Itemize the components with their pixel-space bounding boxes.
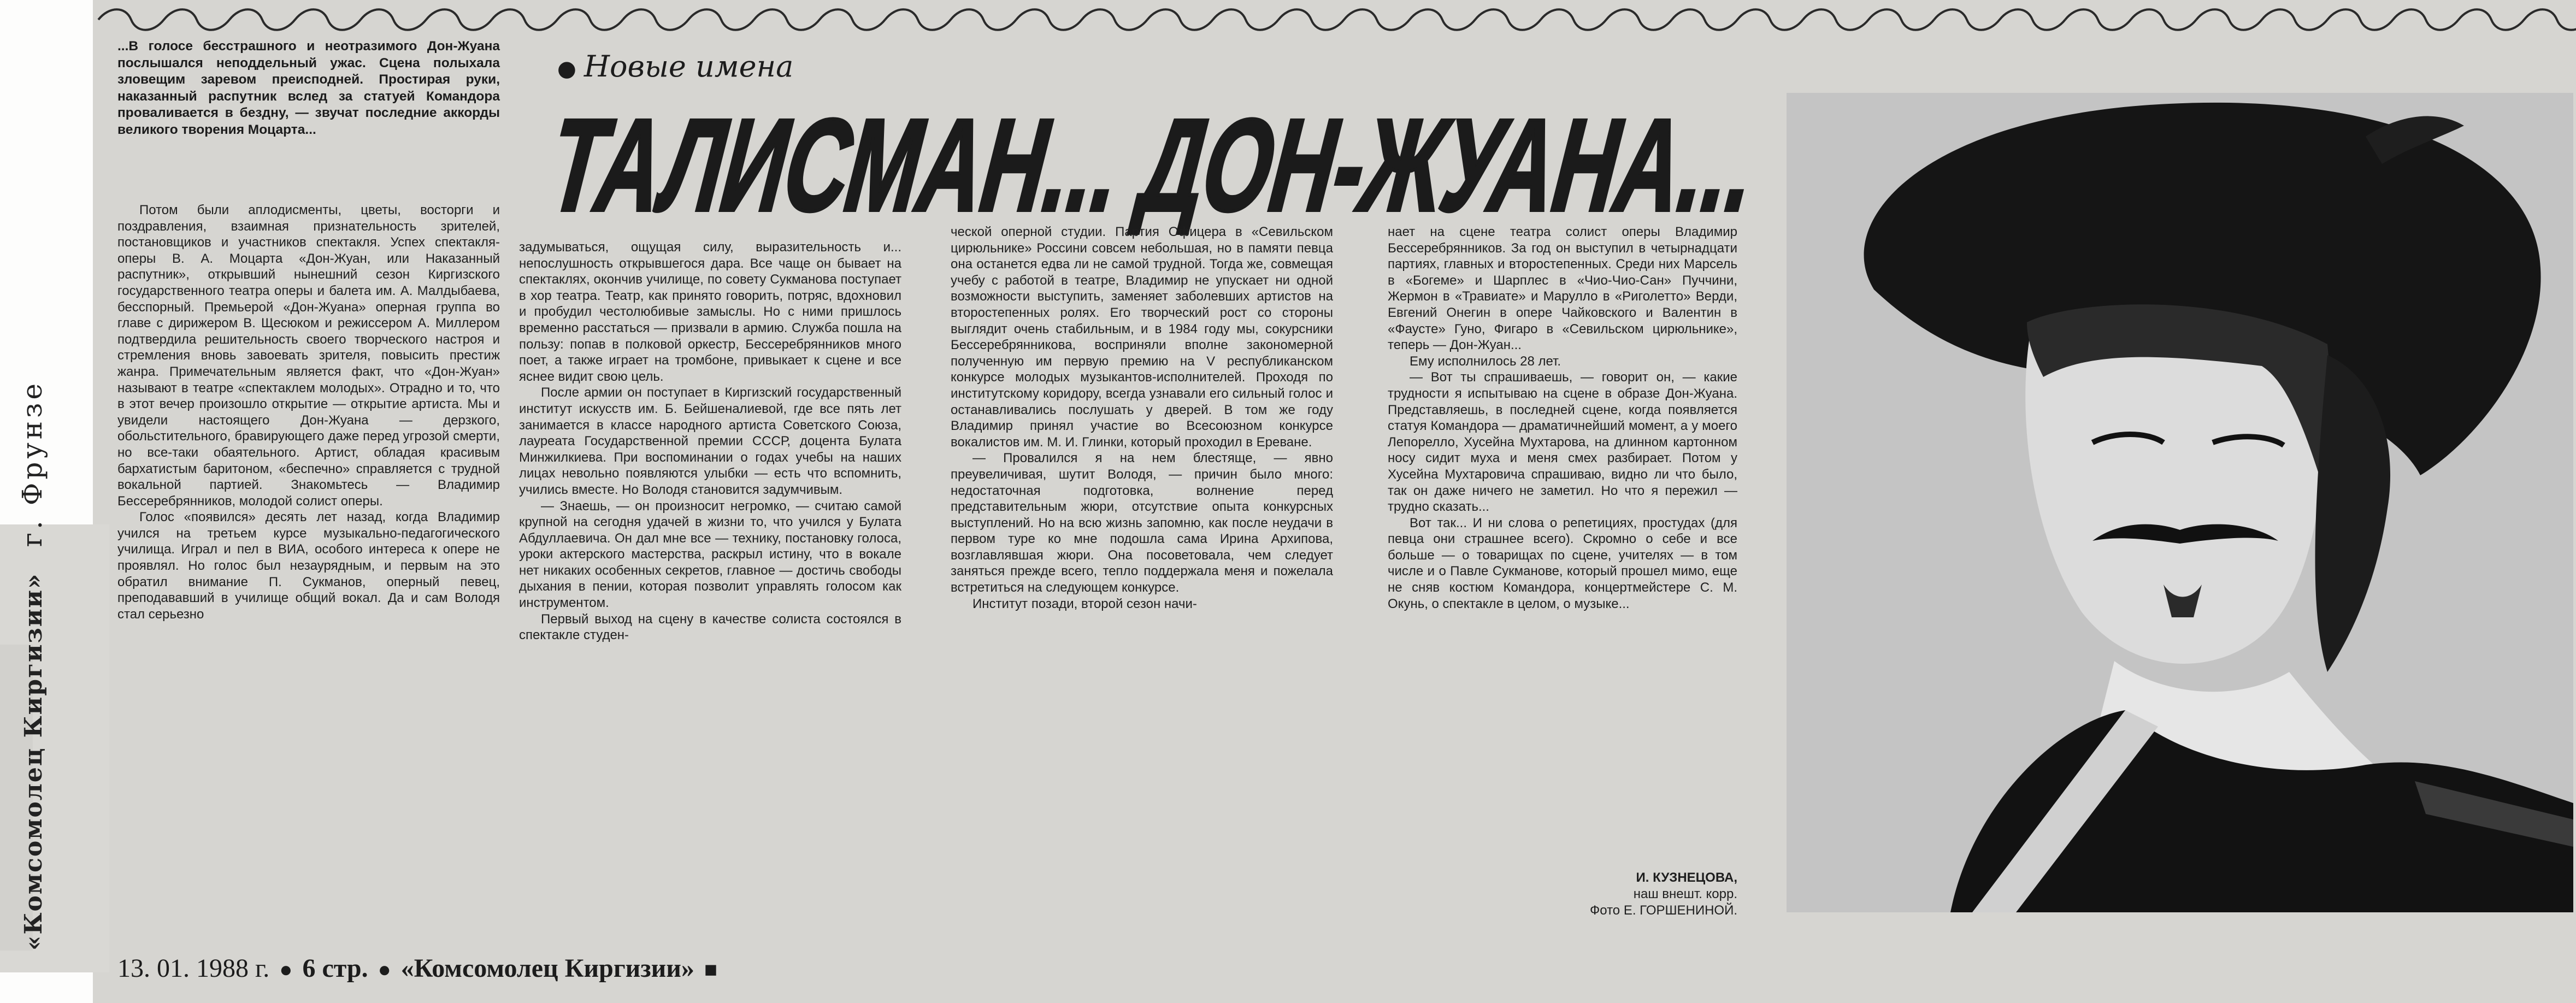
portrait-photo bbox=[1787, 93, 2573, 912]
article-paragraph: После армии он поступает в Киргизский государственный институт искусств им. Б. Бейшеналиевой, где все пять лет занимается в классе народного артиста Советского Союза, лауреата Государственной премии СССР, доцента Булата Минжилкиева. При воспоминании о годах учебы на наших лицах невольно появляются улыбки — есть что вспомнить, учились вместе. Но Володя становится задумчивым. bbox=[519, 385, 901, 497]
article-paragraph: Институт позади, второй сезон начи- bbox=[972, 596, 1197, 611]
rubric-text: Новые имена bbox=[583, 49, 794, 84]
article-column-3 bbox=[951, 224, 1333, 612]
issue-date: 13. 01. 1988 г. bbox=[117, 954, 270, 983]
article-paragraph: задумываться, ощущая силу, выразительность и... непослушность открывшегося дара. Все чаще он бывает на спектаклях, окончив училище, по совету Сукманова поступает в хор театра. Театр, как принято говорить, потряс, вдохновил и пробудил честолюбивые замыслы. Но с ними пришлось временно расстаться — призвали в армию. Служба пошла на пользу: попав в полковой оркестр, Бессеребрянников много поет, а также играет на тромбоне, привыкает к сцене и все яснее видит свою цель. bbox=[519, 240, 901, 384]
article-paragraph: — Провалился я на нем блестяще, — явно преувеличивая, шутит Володя, — причин было много: недостаточная подготовка, волнение перед представительным жюри, отсутствие опыта конкурсных выступлений. Но на всю жизнь запомню, как после неудачи в первом туре ко мне подошла сама Ирина Архипова, возглавлявшая жюри. Она посоветовала, чем следует заняться прежде всего, тепло поддержала меня и пожелала встретиться на следующем конкурсе. bbox=[951, 451, 1333, 595]
side-stamp-city: г. Фрунзе bbox=[16, 380, 48, 547]
headline-text: ТАЛИСМАН... ДОН-ЖУАНА... bbox=[541, 91, 1797, 235]
article-paragraph: Вот так... И ни слова о репетициях, простудах (для певца они страшнее всего). Скромно о себе и все больше — о товарищах по сцене, учителях — в том числе и о Павле Сукманове, который прошел мимо, еще не сняв костюм Командора, концертмейстере С. М. Окунь, о спектакле в целом, о музыке... bbox=[1388, 515, 1737, 611]
newspaper-name: «Комсомолец Киргизии» bbox=[400, 954, 694, 983]
article-column-2 bbox=[519, 239, 901, 644]
article-paragraph: Ему исполнилось 28 лет. bbox=[1410, 353, 1561, 369]
article-column-1 bbox=[117, 202, 500, 622]
bullet-icon: ● bbox=[378, 957, 391, 982]
photo-credit: Фото Е. ГОРШЕНИНОЙ. bbox=[1590, 903, 1737, 918]
author-role: наш внешт. корр. bbox=[1633, 887, 1737, 901]
author-name: И. КУЗНЕЦОВА, bbox=[1636, 870, 1737, 885]
article-paragraph: — Вот ты спрашиваешь, — говорит он, — какие трудности я испытываю на сцене в образе Дон-Жуана. Представляешь, в последней сцене, когда появляется статуя Командора — драматичнейший момент, а у моего Лепорелло, Хусейна Мухтарова, на длинном картонном носу сидит муха и меня смех разбирает. Потом у Хусейна Мухтаровича спрашиваю, видно ли что было, так он даже ничего не заметил. Но что я пережил — трудно сказать... bbox=[1388, 370, 1737, 515]
bullet-icon: ● bbox=[557, 56, 576, 81]
article-paragraph: — Знаешь, — он произносит негромко, — считаю самой крупной на сегодня удачей в жизни то, что учился у Булата Абдуллаевича. Он дал мне все — технику, постановку голоса, уроки актерского мастерства, раскрыл истину, что в вокале нет никаких особенных секретов, главное — достичь свободы дыхания в пении, которая позволит управлять голосом как инструментом. bbox=[519, 498, 901, 611]
byline bbox=[1464, 870, 1737, 919]
article-paragraph: Потом были аплодисменты, цветы, восторги и поздравления, взаимная признательность зрителей, постановщиков и участников спектакля. Успех спектакля-оперы В. А. Моцарта «Дон-Жуан, или Наказанный распутник», открывший нынешний сезон Киргизского государственного театра оперы и балета им. А. Малдыбаева, бесспорный. Премьерой «Дон-Жуана» оперная группа во главе с дирижером В. Щесюком и режиссером А. Миллером подтвердила решительность своего творческого настроя и стремления вновь завоевать зрителя, повысить престиж жанра. Примечательным является факт, что «Дон-Жуан» называют в театре «спектаклем молодых». Отрадно и то, что в этот вечер произошло открытие — открытие артиста. Мы и увидели настоящего Дон-Жуана — дерзкого, обольстительного, бравирующего даже перед угрозой смерти, но все-таки обаятельного. Артист, обладая красивым бархатистым баритоном, «беспечно» справляется с трудной вокальной партией. Знакомьтесь — Владимир Бессеребрянников, молодой солист оперы. bbox=[117, 203, 500, 509]
issue-page: 6 стр. bbox=[302, 954, 368, 983]
headline bbox=[541, 82, 1797, 235]
issue-footer bbox=[117, 953, 721, 983]
article-paragraph: ческой оперной студии. Партия Офицера в «Севильском цирюльнике» Россини совсем небольшая, но в памяти певца она останется едва ли не самой трудной. Тогда же, совмещая учебу с работой в театре, Владимир не упускает ни одной возможности выступить, заменяет заболевших артистов на второстепенных ролях. Его творческий рост со стороны выглядит очень стабильным, и в 1984 году мы, сокурсники Бессеребрянникова, восприняли вполне закономерной полученную им первую премию на V республиканском конкурсе молодых музыкантов-исполнителей. Проходя по институтскому коридору, всегда узнавали его сильный голос и останавливались послушать у дверей. В том же году Владимир принял участие во Всесоюзном конкурсе вокалистов им. М. И. Глинки, который проходил в Ереване. bbox=[951, 225, 1333, 450]
article-column-4 bbox=[1388, 224, 1737, 612]
lead-paragraph: ...В голосе бесстрашного и неотразимого Дон-Жуана послышался неподдельный ужас. Сцена полыхала зловещим заревом преисподней. Простирая руки, наказанный распутник вслед за статуей Командора проваливается в бездну, — звучат последние аккорды великого творения Моцарта... bbox=[117, 39, 500, 137]
rubric bbox=[557, 49, 793, 84]
decorative-border bbox=[93, 3, 2576, 36]
bullet-icon: ■ bbox=[704, 957, 718, 982]
article-paragraph: Первый выход на сцену в качестве солиста состоялся в спектакле студен- bbox=[519, 611, 901, 643]
article-paragraph: Голос «появился» десять лет назад, когда Владимир учился на третьем курсе музыкально-педагогического училища. Играл и пел в ВИА, особого интереса к опере не проявлял. Но голос был незаурядным, и первым на это обратил внимание П. Сукманов, оперный певец, преподававший в училище общий вокал. Да и сам Володя стал серьезно bbox=[117, 510, 500, 622]
side-stamp-paper: «Комсомолец Киргизии» bbox=[20, 573, 48, 951]
side-stamp bbox=[16, 380, 48, 951]
bullet-icon: ● bbox=[279, 957, 293, 982]
article-paragraph: нает на сцене театра солист оперы Владимир Бессеребрянников. За год он выступил в четырнадцати партиях, главных и второстепенных. Среди них Марсель в «Богеме» и Шарплес в «Чио-Чио-Сан» Пуччини, Жермон в «Травиате» и Марулло в «Риголетто» Верди, Евгений Онегин в опере Чайковского и Валентин в «Фаусте» Гуно, Фигаро в «Севильском цирюльнике», теперь — Дон-Жуан... bbox=[1388, 225, 1737, 353]
